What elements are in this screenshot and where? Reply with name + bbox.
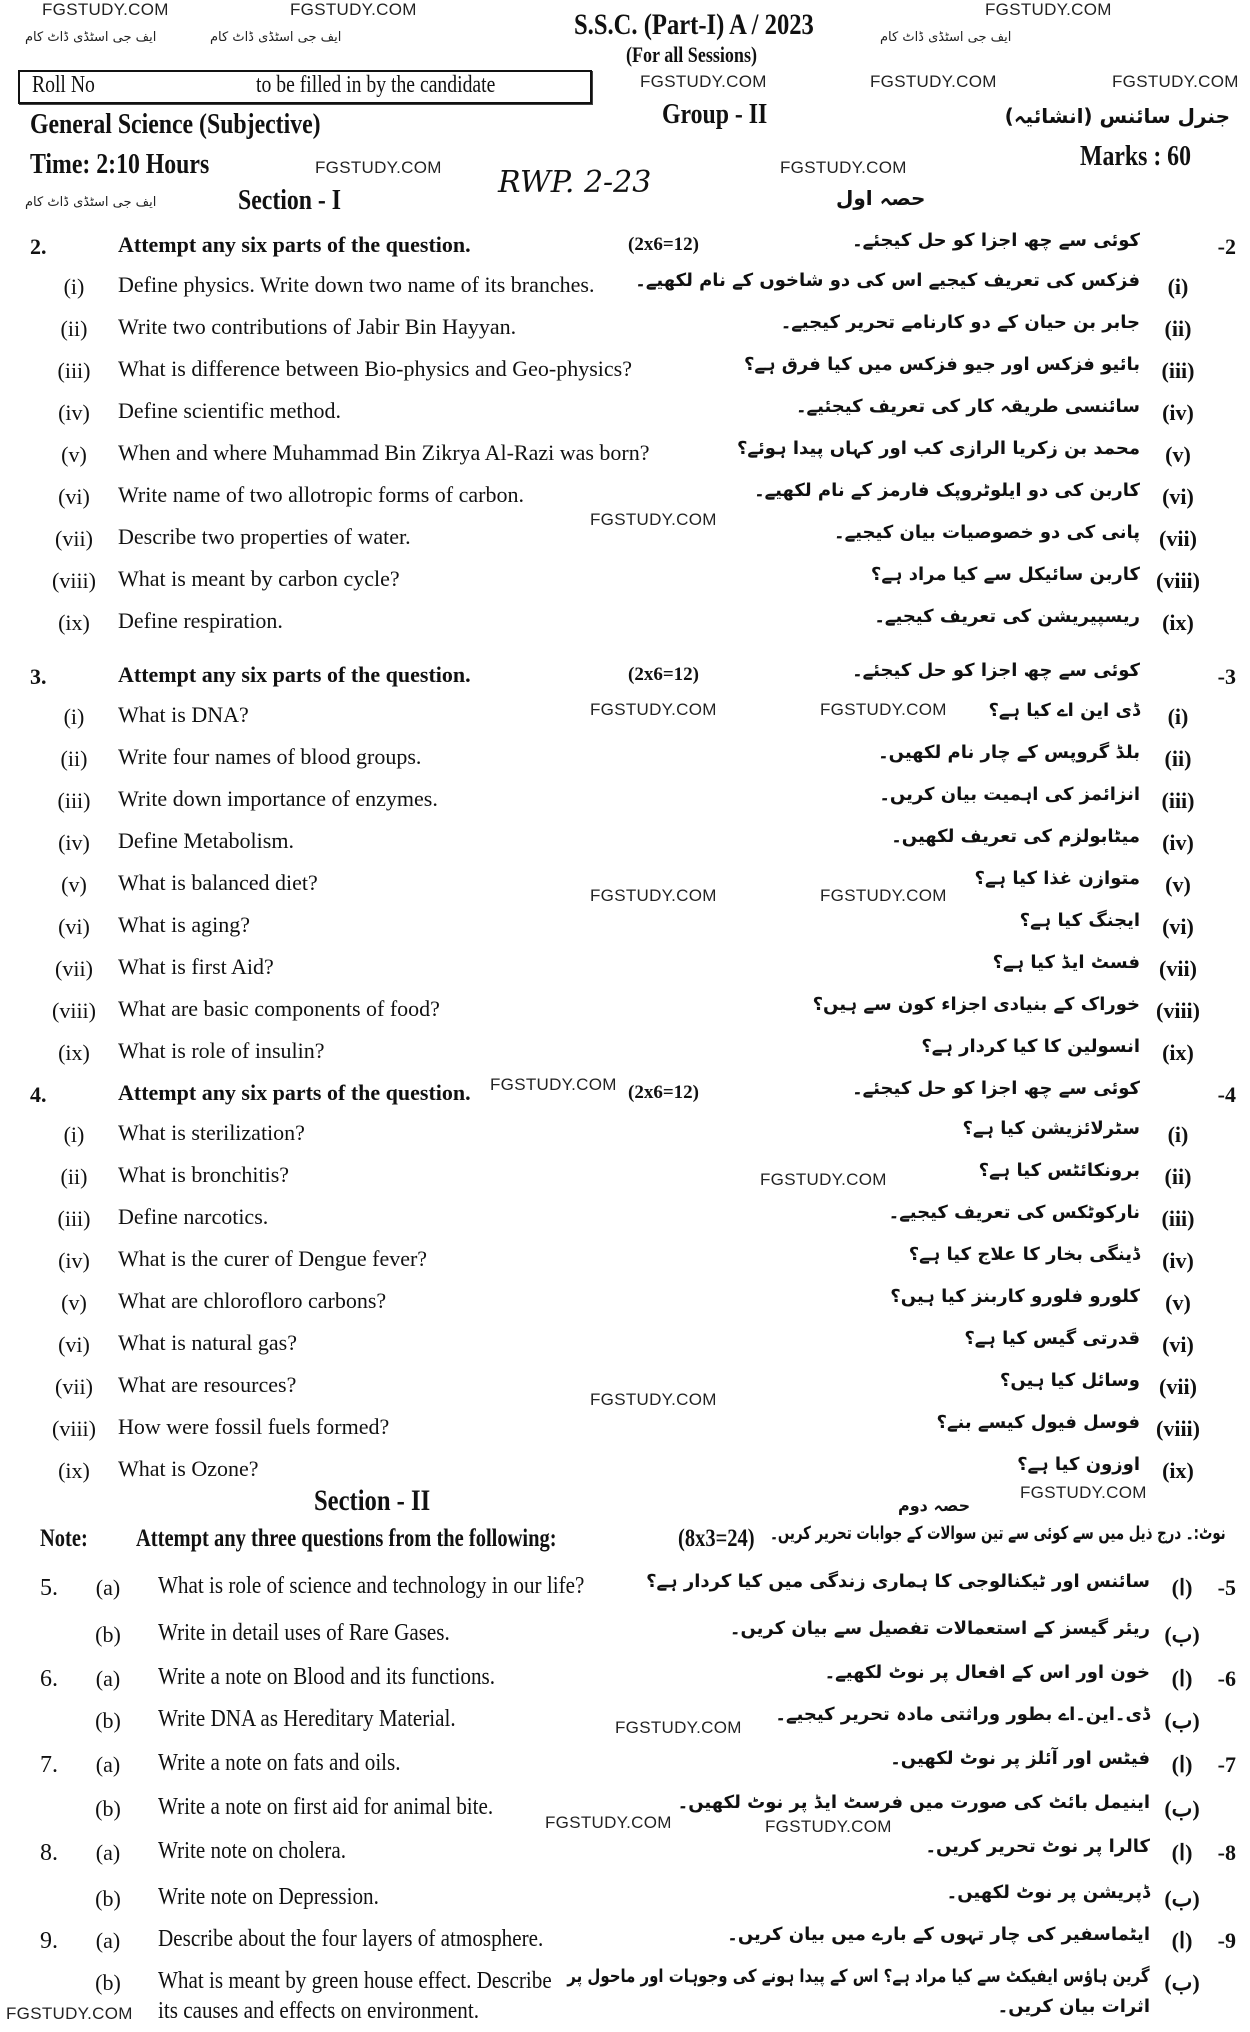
part-label: (ix) (58, 1040, 90, 1065)
part-text: What are basic components of food? (118, 996, 440, 1021)
question-number: 6. (40, 1666, 58, 1692)
part-text-urdu: اینیمل بائٹ کی صورت میں فرسٹ ایڈ پر نوٹ لکھیں۔ (677, 1792, 1150, 1813)
part-text-urdu: کالرا پر نوٹ تحریر کریں۔ (925, 1836, 1150, 1857)
part-label-urdu: (ix) (1162, 1458, 1194, 1483)
watermark: FGSTUDY.COM (1112, 72, 1239, 91)
question-number-urdu: -8 (1217, 1840, 1236, 1865)
watermark-urdu: ایف جی اسٹڈی ڈاٹ کام (25, 30, 157, 45)
part-text: What is meant by green house effect. Describe (158, 1968, 552, 1994)
part-label-urdu: (v) (1165, 442, 1191, 467)
part-label: (a) (95, 1928, 121, 1953)
question-part (0, 1926, 1250, 1960)
question-part (0, 272, 1250, 306)
part-text: How were fossil fuels formed? (118, 1414, 390, 1439)
part-label-urdu: (ا) (1171, 1575, 1193, 1600)
subject-title: General Science (Subjective) (30, 108, 321, 140)
part-text-urdu: نارکوٹکس کی تعریف کیجیے۔ (888, 1202, 1140, 1223)
part-label-urdu: (viii) (1156, 1416, 1200, 1441)
watermark: FGSTUDY.COM (490, 1075, 617, 1094)
question-part (0, 314, 1250, 348)
question-part (0, 1330, 1250, 1364)
question-part (0, 1838, 1250, 1872)
part-label: (i) (63, 1122, 85, 1147)
part-label: (v) (61, 442, 87, 467)
part-label: (iv) (58, 1248, 90, 1273)
part-label: (vi) (58, 1332, 90, 1357)
part-label-urdu: (iii) (1161, 788, 1195, 813)
question-number: 8. (40, 1840, 58, 1866)
part-text: What are resources? (118, 1372, 297, 1397)
part-text: Write four names of blood groups. (118, 744, 422, 769)
question-part (0, 1038, 1250, 1072)
part-label-urdu: (v) (1165, 872, 1191, 897)
part-text-urdu: ڈپریشن پر نوٹ لکھیں۔ (946, 1882, 1150, 1903)
question-marks: (2x6=12) (628, 664, 699, 685)
part-label: (i) (63, 704, 85, 729)
question-marks: (2x6=12) (628, 234, 699, 255)
watermark-urdu: ایف جی اسٹڈی ڈاٹ کام (880, 30, 1012, 45)
question-instruction: Attempt any six parts of the question. (118, 662, 471, 687)
part-text: Define Metabolism. (118, 828, 294, 853)
part-text-urdu: کاربن سائیکل سے کیا مراد ہے؟ (870, 564, 1140, 585)
part-label-urdu: (viii) (1156, 998, 1200, 1023)
question-number: 5. (40, 1575, 58, 1601)
question-part (0, 566, 1250, 600)
part-text-urdu: بلڈ گروپس کے چار نام لکھیں۔ (878, 742, 1140, 763)
part-label: (ix) (58, 610, 90, 635)
question-instruction-urdu: کوئی سے چھ اجزا کو حل کیجئے۔ (852, 230, 1140, 251)
part-text-urdu: سٹرلائزیشن کیا ہے؟ (962, 1118, 1140, 1139)
note-marks: (8x3=24) (678, 1525, 755, 1552)
part-label: (viii) (52, 568, 96, 593)
part-label-urdu: (ix) (1162, 1040, 1194, 1065)
part-label-urdu: (vii) (1159, 1374, 1197, 1399)
question-part-continued (0, 1998, 1250, 2032)
question-part (0, 482, 1250, 516)
part-text: What is role of science and technology in our life? (158, 1573, 585, 1599)
part-label-urdu: (iii) (1161, 358, 1195, 383)
part-label-urdu: (iv) (1162, 1248, 1194, 1273)
part-label: (iv) (58, 400, 90, 425)
part-label: (iii) (57, 788, 91, 813)
note-text-urdu: نوٹ:۔ درج ذیل میں سے کوئی سے تین سوالات کے جوابات تحریر کریں۔ (770, 1523, 1226, 1544)
question-part (0, 786, 1250, 820)
question-number: 3. (30, 664, 47, 689)
time-label: Time: 2:10 Hours (30, 148, 210, 180)
question-part (0, 1620, 1250, 1654)
part-label: (b) (95, 1622, 121, 1647)
part-text: What is meant by carbon cycle? (118, 566, 400, 591)
part-text-urdu: محمد بن زکریا الرازی کب اور کہاں پیدا ہوئے؟ (736, 438, 1140, 459)
watermark: FGSTUDY.COM (590, 886, 717, 905)
part-label-urdu: (ii) (1164, 316, 1192, 341)
part-label-urdu: (ا) (1171, 1928, 1193, 1953)
part-text: Write down importance of enzymes. (118, 786, 438, 811)
question-number: 2. (30, 234, 47, 259)
question-part (0, 356, 1250, 390)
part-label: (b) (95, 1796, 121, 1821)
part-text-urdu: خون اور اس کے افعال پر نوٹ لکھیے۔ (824, 1662, 1150, 1683)
question-number: 9. (40, 1928, 58, 1954)
watermark: FGSTUDY.COM (985, 0, 1112, 19)
question-part (0, 744, 1250, 778)
watermark: FGSTUDY.COM (615, 1718, 742, 1737)
part-text-urdu: ایجنگ کیا ہے؟ (1019, 910, 1140, 931)
part-text: Write in detail uses of Rare Gases. (158, 1620, 450, 1646)
part-text: What is sterilization? (118, 1120, 305, 1145)
part-label-urdu: (i) (1167, 704, 1189, 729)
part-text: Write DNA as Hereditary Material. (158, 1706, 456, 1732)
part-label-urdu: (ii) (1164, 746, 1192, 771)
part-text: What is aging? (118, 912, 250, 937)
part-label-urdu: (ا) (1171, 1840, 1193, 1865)
part-label-urdu: (iv) (1162, 400, 1194, 425)
watermark: FGSTUDY.COM (870, 72, 997, 91)
question-header (0, 662, 1250, 696)
part-label: (iv) (58, 830, 90, 855)
part-text-urdu: برونکائٹس کیا ہے؟ (978, 1160, 1140, 1181)
question-number-urdu: -3 (1217, 664, 1236, 689)
part-label-urdu: (ا) (1171, 1666, 1193, 1691)
part-text-urdu: بائیو فزکس اور جیو فزکس میں کیا فرق ہے؟ (743, 354, 1140, 375)
question-part (0, 1664, 1250, 1698)
part-text: Write note on cholera. (158, 1838, 346, 1864)
roll-number-box[interactable] (18, 70, 592, 104)
part-text-urdu: ایٹماسفیر کی چار تہوں کے بارے میں بیان کریں۔ (727, 1924, 1150, 1945)
question-part (0, 702, 1250, 736)
part-text-urdu: جابر بن حیان کے دو کارنامے تحریر کیجیے۔ (780, 312, 1140, 333)
part-text-urdu: اوزون کیا ہے؟ (1017, 1454, 1140, 1475)
part-text: Describe about the four layers of atmosphere. (158, 1926, 544, 1952)
question-part (0, 1706, 1250, 1740)
part-text: Define respiration. (118, 608, 283, 633)
part-label: (vi) (58, 484, 90, 509)
part-text-urdu: ریئر گیسز کے استعمالات تفصیل سے بیان کریں۔ (729, 1618, 1150, 1639)
part-text: When and where Muhammad Bin Zikrya Al-Razi was born? (118, 440, 650, 465)
watermark: FGSTUDY.COM (820, 886, 947, 905)
part-text: Write a note on Blood and its functions. (158, 1664, 496, 1690)
part-text-urdu: ڈی این اے کیا ہے؟ (988, 700, 1140, 721)
part-text: Define narcotics. (118, 1204, 269, 1229)
part-label-urdu: (vii) (1159, 956, 1197, 981)
part-label: (ii) (60, 746, 88, 771)
question-part (0, 954, 1250, 988)
part-text-urdu: انزائمز کی اہمیت بیان کریں۔ (879, 784, 1140, 805)
part-label-urdu: (ا) (1171, 1752, 1193, 1777)
part-text-urdu: وسائل کیا ہیں؟ (999, 1370, 1140, 1391)
part-text: What is the curer of Dengue fever? (118, 1246, 428, 1271)
part-label: (vii) (55, 526, 93, 551)
question-instruction-urdu: کوئی سے چھ اجزا کو حل کیجئے۔ (852, 660, 1140, 681)
part-label: (vii) (55, 956, 93, 981)
part-text-urdu: سائنس اور ٹیکنالوجی کا ہماری زندگی میں کیا کردار ہے؟ (646, 1571, 1150, 1592)
part-text-urdu: قدرتی گیس کیا ہے؟ (964, 1328, 1140, 1349)
part-text: What are chlorofloro carbons? (118, 1288, 387, 1313)
part-label-urdu: (ب) (1164, 1886, 1200, 1911)
section-2-note (0, 1525, 1250, 1559)
part-text-urdu: کلورو فلورو کاربنز کیا ہیں؟ (890, 1286, 1140, 1307)
question-header (0, 232, 1250, 266)
part-text-urdu: ڈینگی بخار کا علاج کیا ہے؟ (908, 1244, 1140, 1265)
question-number-urdu: -6 (1217, 1666, 1236, 1691)
watermark: FGSTUDY.COM (1020, 1483, 1147, 1502)
question-part (0, 996, 1250, 1030)
watermark: FGSTUDY.COM (6, 2004, 133, 2023)
part-text: What is natural gas? (118, 1330, 297, 1355)
watermark: FGSTUDY.COM (765, 1817, 892, 1836)
part-label-urdu: (ix) (1162, 610, 1194, 635)
group-label: Group - II (662, 98, 768, 130)
question-instruction: Attempt any six parts of the question. (118, 232, 471, 257)
part-text: What is Ozone? (118, 1456, 259, 1481)
question-part (0, 912, 1250, 946)
part-label: (v) (61, 872, 87, 897)
question-number-urdu: -5 (1217, 1575, 1236, 1600)
part-label: (viii) (52, 1416, 96, 1441)
part-label: (b) (95, 1886, 121, 1911)
part-label-urdu: (iv) (1162, 830, 1194, 855)
subject-title-urdu: جنرل سائنس (انشائیہ) (1004, 104, 1230, 128)
part-text-urdu: میٹابولزم کی تعریف لکھیں۔ (891, 826, 1140, 847)
part-text: What is balanced diet? (118, 870, 318, 895)
question-marks: (2x6=12) (628, 1082, 699, 1103)
part-text: What is DNA? (118, 702, 249, 727)
part-label-urdu: (ب) (1164, 1708, 1200, 1733)
part-text-urdu: فیٹس اور آئلز پر نوٹ لکھیں۔ (890, 1748, 1150, 1769)
part-label: (i) (63, 274, 85, 299)
part-label: (ii) (60, 316, 88, 341)
question-number: 7. (40, 1752, 58, 1778)
sessions-label: (For all Sessions) (626, 42, 757, 67)
part-text-continued: its causes and effects on environment. (158, 1998, 480, 2024)
part-text-urdu: انسولین کا کیا کردار ہے؟ (921, 1036, 1140, 1057)
part-label: (vii) (55, 1374, 93, 1399)
part-text-urdu: سائنسی طریقہ کار کی تعریف کیجئیے۔ (796, 396, 1140, 417)
part-text-urdu: کاربن کی دو ایلوٹروپک فارمز کے نام لکھیے۔ (754, 480, 1140, 501)
marks-label: Marks : 60 (1080, 140, 1191, 172)
part-text: Define physics. Write down two name of its branches. (118, 272, 595, 297)
question-number-urdu: -9 (1217, 1928, 1236, 1953)
part-text-urdu: ڈی۔این۔اے بطور وراثتی مادہ تحریر کیجیے۔ (775, 1704, 1150, 1725)
question-part (0, 608, 1250, 642)
part-text: What is difference between Bio-physics and Geo-physics? (118, 356, 632, 381)
section-2-title: Section - II (314, 1484, 431, 1517)
exam-title: S.S.C. (Part-I) A / 2023 (574, 8, 814, 41)
question-part (0, 1246, 1250, 1280)
note-text: Attempt any three questions from the following: (136, 1525, 557, 1552)
question-part (0, 1372, 1250, 1406)
question-part (0, 1120, 1250, 1154)
question-part (0, 440, 1250, 474)
roll-no-hint: to be filled in by the candidate (256, 72, 496, 98)
part-text: Define scientific method. (118, 398, 341, 423)
part-label: (iii) (57, 358, 91, 383)
part-label: (b) (95, 1708, 121, 1733)
watermark: FGSTUDY.COM (545, 1813, 672, 1832)
part-text-urdu: فزکس کی تعریف کیجیے اس کی دو شاخوں کے نام لکھیے۔ (635, 270, 1140, 291)
watermark-urdu: ایف جی اسٹڈی ڈاٹ کام (25, 195, 157, 210)
question-part (0, 398, 1250, 432)
part-label: (iii) (57, 1206, 91, 1231)
watermark: FGSTUDY.COM (590, 700, 717, 719)
watermark: FGSTUDY.COM (760, 1170, 887, 1189)
part-text-urdu: پانی کی دو خصوصیات بیان کیجیے۔ (834, 522, 1140, 543)
part-label-urdu: (i) (1167, 274, 1189, 299)
part-text: What is role of insulin? (118, 1038, 325, 1063)
part-label-urdu: (ب) (1164, 1622, 1200, 1647)
part-text-urdu: متوازن غذا کیا ہے؟ (974, 868, 1140, 889)
part-label-urdu: (viii) (1156, 568, 1200, 593)
question-part (0, 1750, 1250, 1784)
part-label: (vi) (58, 914, 90, 939)
roll-no-label: Roll No (32, 72, 95, 98)
watermark: FGSTUDY.COM (780, 158, 907, 177)
part-text: What is first Aid? (118, 954, 274, 979)
part-label-urdu: (v) (1165, 1290, 1191, 1315)
part-label: (a) (95, 1840, 121, 1865)
part-label-urdu: (ب) (1164, 1796, 1200, 1821)
part-text: Describe two properties of water. (118, 524, 411, 549)
question-part (0, 524, 1250, 558)
part-text-urdu-continued: اثرات بیان کریں۔ (997, 1996, 1150, 2017)
watermark: FGSTUDY.COM (290, 0, 417, 19)
question-number-urdu: -4 (1217, 1082, 1236, 1107)
watermark-urdu: ایف جی اسٹڈی ڈاٹ کام (210, 30, 342, 45)
question-part (0, 1414, 1250, 1448)
part-label: (ix) (58, 1458, 90, 1483)
section-2-title-urdu: حصہ دوم (898, 1496, 971, 1515)
part-text: What is bronchitis? (118, 1162, 290, 1187)
watermark: FGSTUDY.COM (315, 158, 442, 177)
question-part (0, 828, 1250, 862)
part-text: Write two contributions of Jabir Bin Hayyan. (118, 314, 517, 339)
watermark: FGSTUDY.COM (820, 700, 947, 719)
part-text-urdu: فوسل فیول کیسے بنے؟ (936, 1412, 1140, 1433)
question-part (0, 1794, 1250, 1828)
part-label: (b) (95, 1970, 121, 1995)
question-part (0, 1573, 1250, 1607)
question-part (0, 1204, 1250, 1238)
part-label: (a) (95, 1575, 121, 1600)
part-label-urdu: (vi) (1162, 1332, 1194, 1357)
section-1-title: Section - I (238, 184, 342, 216)
question-header (0, 1080, 1250, 1114)
question-number-urdu: -2 (1217, 234, 1236, 259)
part-label: (a) (95, 1666, 121, 1691)
section-1-title-urdu: حصہ اول (836, 186, 926, 210)
part-label-urdu: (vii) (1159, 526, 1197, 551)
question-instruction-urdu: کوئی سے چھ اجزا کو حل کیجئے۔ (852, 1078, 1140, 1099)
part-text-urdu: فسٹ ایڈ کیا ہے؟ (992, 952, 1140, 973)
part-text: Write a note on fats and oils. (158, 1750, 401, 1776)
part-label: (ii) (60, 1164, 88, 1189)
part-label: (v) (61, 1290, 87, 1315)
part-label-urdu: (vi) (1162, 914, 1194, 939)
watermark: FGSTUDY.COM (590, 510, 717, 529)
question-number-urdu: -7 (1217, 1752, 1236, 1777)
watermark: FGSTUDY.COM (640, 72, 767, 91)
part-text: Write name of two allotropic forms of carbon. (118, 482, 524, 507)
question-part (0, 1162, 1250, 1196)
part-label: (a) (95, 1752, 121, 1777)
question-part (0, 870, 1250, 904)
note-label: Note: (40, 1525, 88, 1552)
part-label-urdu: (iii) (1161, 1206, 1195, 1231)
question-number: 4. (30, 1082, 47, 1107)
handwritten-code: RWP. 2-23 (498, 165, 652, 200)
watermark: FGSTUDY.COM (42, 0, 169, 19)
question-part (0, 1456, 1250, 1490)
part-label-urdu: (i) (1167, 1122, 1189, 1147)
watermark: FGSTUDY.COM (590, 1390, 717, 1409)
part-text: Write note on Depression. (158, 1884, 379, 1910)
question-part (0, 1884, 1250, 1918)
part-text-urdu: خوراک کے بنیادی اجزاء کون سے ہیں؟ (812, 994, 1140, 1015)
part-text: Write a note on first aid for animal bite. (158, 1794, 494, 1820)
part-label-urdu: (ii) (1164, 1164, 1192, 1189)
part-text-urdu: گرین ہاؤس ایفیکٹ سے کیا مراد ہے؟ اس کے پیدا ہونے کی وجوہات اور ماحول پر (567, 1966, 1150, 1987)
part-label: (viii) (52, 998, 96, 1023)
part-label-urdu: (vi) (1162, 484, 1194, 509)
part-label-urdu: (ب) (1164, 1970, 1200, 1995)
question-instruction: Attempt any six parts of the question. (118, 1080, 471, 1105)
question-part (0, 1288, 1250, 1322)
part-text-urdu: ریسپیریشن کی تعریف کیجیے۔ (874, 606, 1140, 627)
